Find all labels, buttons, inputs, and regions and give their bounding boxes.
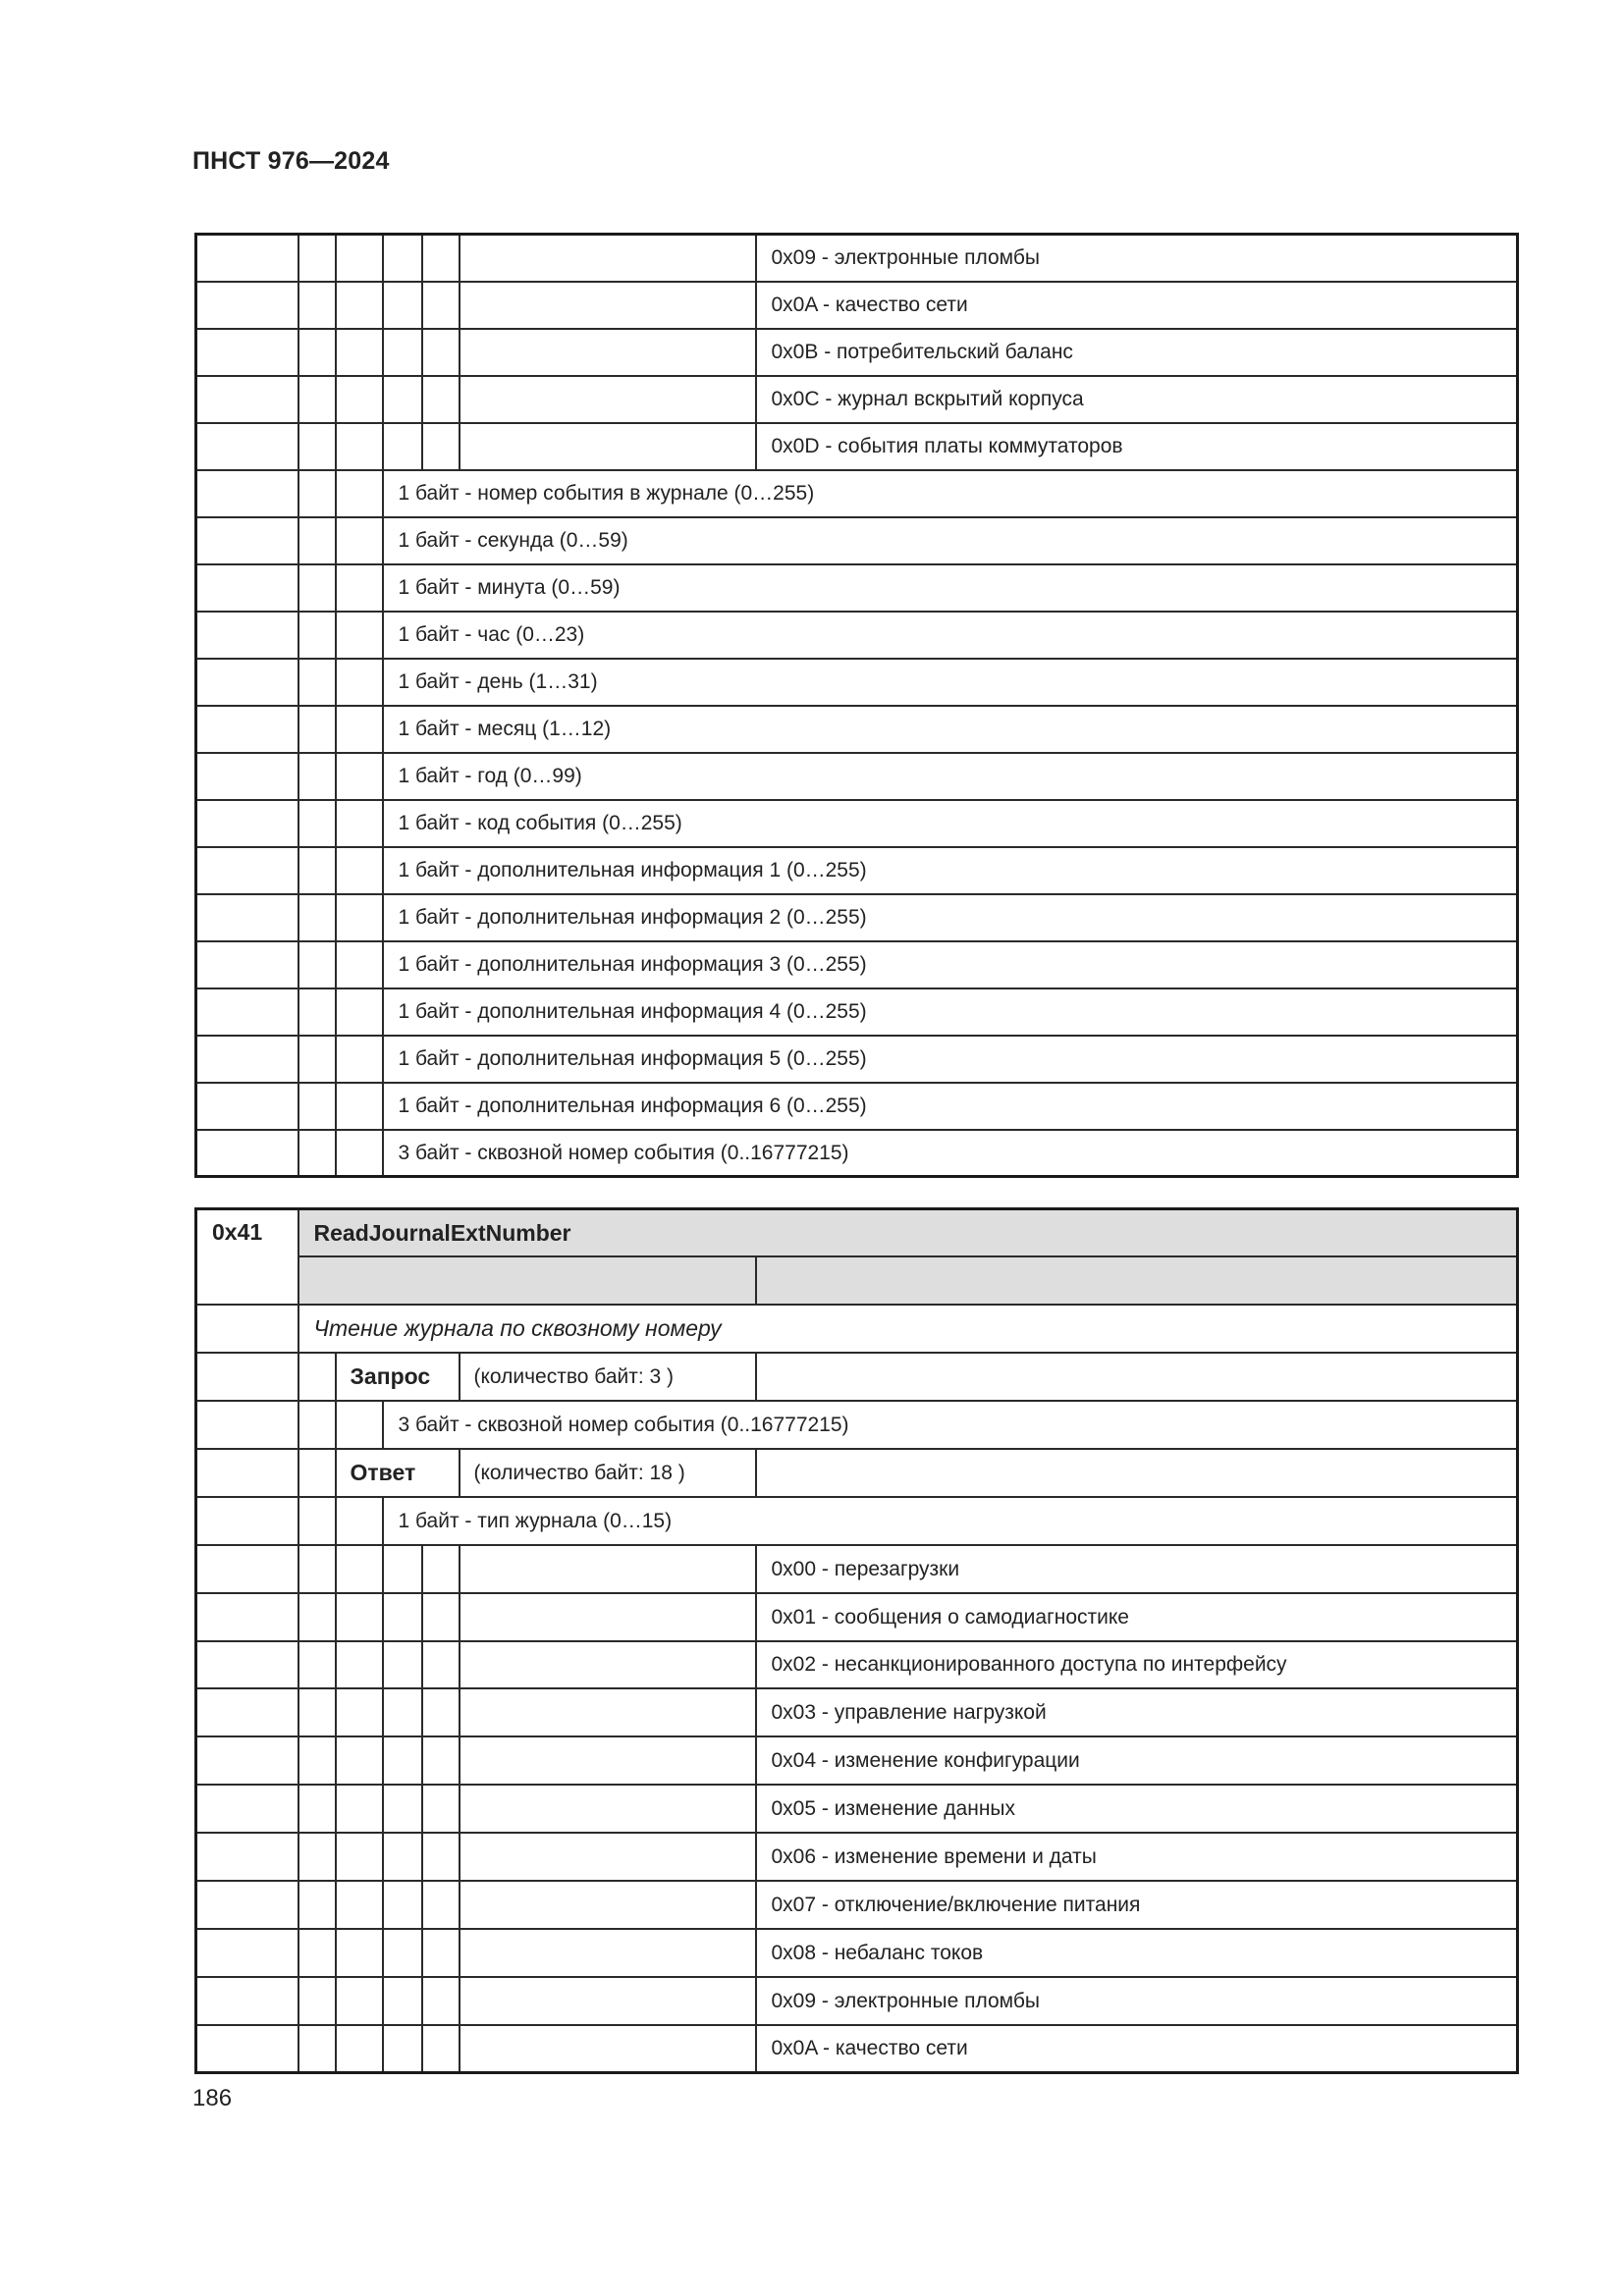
journal-type-value: 0x0B - потребительский баланс — [756, 329, 1518, 376]
journal-field-value: 1 байт - тип журнала (0…15) — [383, 1497, 1518, 1545]
field-value: 1 байт - дополнительная информация 5 (0…255) — [383, 1036, 1518, 1083]
command-subheader-cell — [298, 1256, 756, 1305]
command-header-row — [196, 1209, 1518, 1257]
field-value: 1 байт - дополнительная информация 1 (0…255) — [383, 847, 1518, 894]
journal-type-value: 0x00 - перезагрузки — [756, 1545, 1518, 1593]
description-row — [196, 1305, 1518, 1353]
journal-type-value: 0x01 - сообщения о самодиагностике — [756, 1593, 1518, 1641]
field-value: 1 байт - год (0…99) — [383, 753, 1518, 800]
continuation-table — [194, 233, 1519, 1178]
journal-type-row — [196, 423, 1518, 470]
field-value: 1 байт - секунда (0…59) — [383, 517, 1518, 564]
field-row — [196, 1130, 1518, 1177]
journal-type-row — [196, 1833, 1518, 1881]
journal-type-row — [196, 376, 1518, 423]
field-row — [196, 894, 1518, 941]
journal-type-value: 0x0D - события платы коммутаторов — [756, 423, 1518, 470]
field-row — [196, 988, 1518, 1036]
journal-type-row — [196, 1929, 1518, 1977]
journal-type-value: 0x09 - электронные пломбы — [756, 1977, 1518, 2025]
request-field-value: 3 байт - сквозной номер события (0..16777215) — [383, 1401, 1518, 1449]
journal-type-row — [196, 1545, 1518, 1593]
journal-type-value: 0x08 - небаланс токов — [756, 1929, 1518, 1977]
field-value: 1 байт - день (1…31) — [383, 659, 1518, 706]
journal-type-row — [196, 1977, 1518, 2025]
field-row — [196, 941, 1518, 988]
journal-type-value: 0x02 - несанкционированного доступа по интерфейсу — [756, 1641, 1518, 1689]
document-header: ПНСТ 976—2024 — [192, 147, 390, 175]
field-row — [196, 659, 1518, 706]
journal-type-value: 0x05 - изменение данных — [756, 1785, 1518, 1833]
field-row — [196, 612, 1518, 659]
field-row — [196, 753, 1518, 800]
command-name: ReadJournalExtNumber — [298, 1209, 1518, 1257]
response-byte-count: (количество байт: 18 ) — [460, 1449, 756, 1497]
field-row — [196, 1497, 1518, 1545]
journal-type-row — [196, 1736, 1518, 1785]
field-value: 1 байт - код события (0…255) — [383, 800, 1518, 847]
field-row — [196, 847, 1518, 894]
request-label: Запрос — [336, 1353, 460, 1401]
field-row — [196, 706, 1518, 753]
field-value: 1 байт - дополнительная информация 6 (0…255) — [383, 1083, 1518, 1130]
command-code: 0x41 — [196, 1209, 298, 1306]
request-row — [196, 1353, 1518, 1401]
command-subheader-cell — [756, 1256, 1518, 1305]
journal-type-value: 0x04 - изменение конфигурации — [756, 1736, 1518, 1785]
field-row — [196, 517, 1518, 564]
journal-type-value: 0x0C - журнал вскрытий корпуса — [756, 376, 1518, 423]
field-value: 1 байт - дополнительная информация 4 (0…255) — [383, 988, 1518, 1036]
field-value: 1 байт - минута (0…59) — [383, 564, 1518, 612]
journal-type-value: 0x03 - управление нагрузкой — [756, 1688, 1518, 1736]
field-value: 3 байт - сквозной номер события (0..16777215) — [383, 1130, 1518, 1177]
journal-type-row — [196, 235, 1518, 282]
field-row — [196, 1036, 1518, 1083]
journal-type-value: 0x07 - отключение/включение питания — [756, 1881, 1518, 1929]
journal-type-row — [196, 1641, 1518, 1689]
journal-type-row — [196, 1593, 1518, 1641]
journal-type-row — [196, 282, 1518, 329]
journal-type-row — [196, 2025, 1518, 2073]
field-row — [196, 1401, 1518, 1449]
command-table — [194, 1207, 1519, 2074]
page-number: 186 — [192, 2085, 233, 2111]
field-row — [196, 564, 1518, 612]
field-value: 1 байт - дополнительная информация 2 (0…255) — [383, 894, 1518, 941]
field-row — [196, 1083, 1518, 1130]
journal-type-row — [196, 1688, 1518, 1736]
journal-type-value: 0x0A - качество сети — [756, 2025, 1518, 2073]
field-value: 1 байт - номер события в журнале (0…255) — [383, 470, 1518, 517]
field-value: 1 байт - месяц (1…12) — [383, 706, 1518, 753]
journal-type-value: 0x0A - качество сети — [756, 282, 1518, 329]
journal-type-row — [196, 1881, 1518, 1929]
response-label: Ответ — [336, 1449, 460, 1497]
response-row — [196, 1449, 1518, 1497]
journal-type-value: 0x06 - изменение времени и даты — [756, 1833, 1518, 1881]
command-subheader-row — [196, 1256, 1518, 1305]
journal-type-value: 0x09 - электронные пломбы — [756, 235, 1518, 282]
request-byte-count: (количество байт: 3 ) — [460, 1353, 756, 1401]
journal-type-row — [196, 1785, 1518, 1833]
field-value: 1 байт - час (0…23) — [383, 612, 1518, 659]
field-value: 1 байт - дополнительная информация 3 (0…255) — [383, 941, 1518, 988]
field-row — [196, 800, 1518, 847]
journal-type-row — [196, 329, 1518, 376]
command-description: Чтение журнала по сквозному номеру — [298, 1305, 1518, 1353]
field-row — [196, 470, 1518, 517]
